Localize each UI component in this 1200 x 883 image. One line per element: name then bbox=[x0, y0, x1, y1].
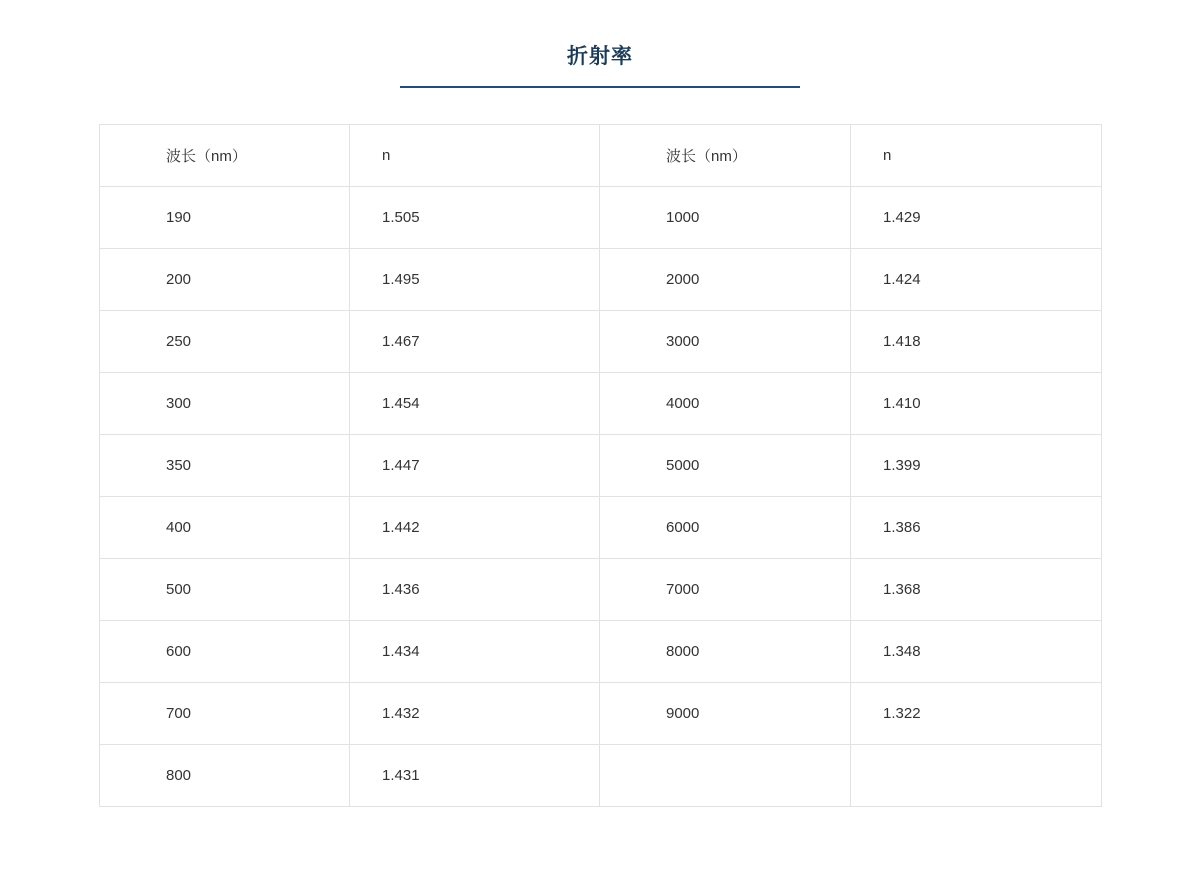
cell-n-2: 1.399 bbox=[851, 435, 1102, 497]
cell-n-2: 1.429 bbox=[851, 187, 1102, 249]
cell-wavelength-2: 7000 bbox=[600, 559, 851, 621]
cell-wavelength-1: 400 bbox=[100, 497, 350, 559]
cell-wavelength-1: 200 bbox=[100, 249, 350, 311]
cell-wavelength-1: 250 bbox=[100, 311, 350, 373]
cell-wavelength-2: 2000 bbox=[600, 249, 851, 311]
column-header-wavelength-2: 波长（nm） bbox=[600, 125, 851, 187]
cell-wavelength-1: 190 bbox=[100, 187, 350, 249]
cell-n-1: 1.495 bbox=[350, 249, 600, 311]
cell-n-2: 1.418 bbox=[851, 311, 1102, 373]
refractive-index-table bbox=[99, 124, 1102, 807]
cell-wavelength-2: 9000 bbox=[600, 683, 851, 745]
cell-wavelength-2: 1000 bbox=[600, 187, 851, 249]
page-title: 折射率 bbox=[567, 45, 633, 68]
refractive-index-table-wrapper bbox=[99, 124, 1101, 807]
table-row bbox=[100, 311, 1102, 373]
cell-n-1: 1.432 bbox=[350, 683, 600, 745]
cell-n-2 bbox=[851, 745, 1102, 807]
table-row bbox=[100, 683, 1102, 745]
cell-n-2: 1.322 bbox=[851, 683, 1102, 745]
title-block bbox=[0, 0, 1200, 88]
cell-wavelength-1: 700 bbox=[100, 683, 350, 745]
cell-wavelength-2 bbox=[600, 745, 851, 807]
cell-n-2: 1.348 bbox=[851, 621, 1102, 683]
cell-wavelength-2: 6000 bbox=[600, 497, 851, 559]
cell-n-1: 1.431 bbox=[350, 745, 600, 807]
cell-n-1: 1.434 bbox=[350, 621, 600, 683]
table-row bbox=[100, 249, 1102, 311]
column-header-wavelength-1: 波长（nm） bbox=[100, 125, 350, 187]
cell-n-1: 1.454 bbox=[350, 373, 600, 435]
title-underline bbox=[400, 86, 800, 88]
cell-wavelength-2: 4000 bbox=[600, 373, 851, 435]
cell-n-1: 1.436 bbox=[350, 559, 600, 621]
cell-wavelength-1: 800 bbox=[100, 745, 350, 807]
cell-wavelength-1: 350 bbox=[100, 435, 350, 497]
cell-n-2: 1.386 bbox=[851, 497, 1102, 559]
cell-wavelength-1: 500 bbox=[100, 559, 350, 621]
cell-n-2: 1.424 bbox=[851, 249, 1102, 311]
table-row bbox=[100, 373, 1102, 435]
table-row bbox=[100, 497, 1102, 559]
table-body bbox=[100, 187, 1102, 807]
cell-wavelength-1: 300 bbox=[100, 373, 350, 435]
cell-wavelength-2: 3000 bbox=[600, 311, 851, 373]
cell-n-2: 1.410 bbox=[851, 373, 1102, 435]
table-row bbox=[100, 745, 1102, 807]
cell-wavelength-2: 5000 bbox=[600, 435, 851, 497]
table-row bbox=[100, 435, 1102, 497]
cell-n-1: 1.447 bbox=[350, 435, 600, 497]
cell-n-2: 1.368 bbox=[851, 559, 1102, 621]
cell-n-1: 1.467 bbox=[350, 311, 600, 373]
table-row bbox=[100, 187, 1102, 249]
cell-wavelength-2: 8000 bbox=[600, 621, 851, 683]
column-header-n-1: n bbox=[350, 125, 600, 187]
column-header-n-2: n bbox=[851, 125, 1102, 187]
cell-n-1: 1.505 bbox=[350, 187, 600, 249]
table-row bbox=[100, 621, 1102, 683]
table-row bbox=[100, 559, 1102, 621]
cell-wavelength-1: 600 bbox=[100, 621, 350, 683]
table-header-row bbox=[100, 125, 1102, 187]
cell-n-1: 1.442 bbox=[350, 497, 600, 559]
